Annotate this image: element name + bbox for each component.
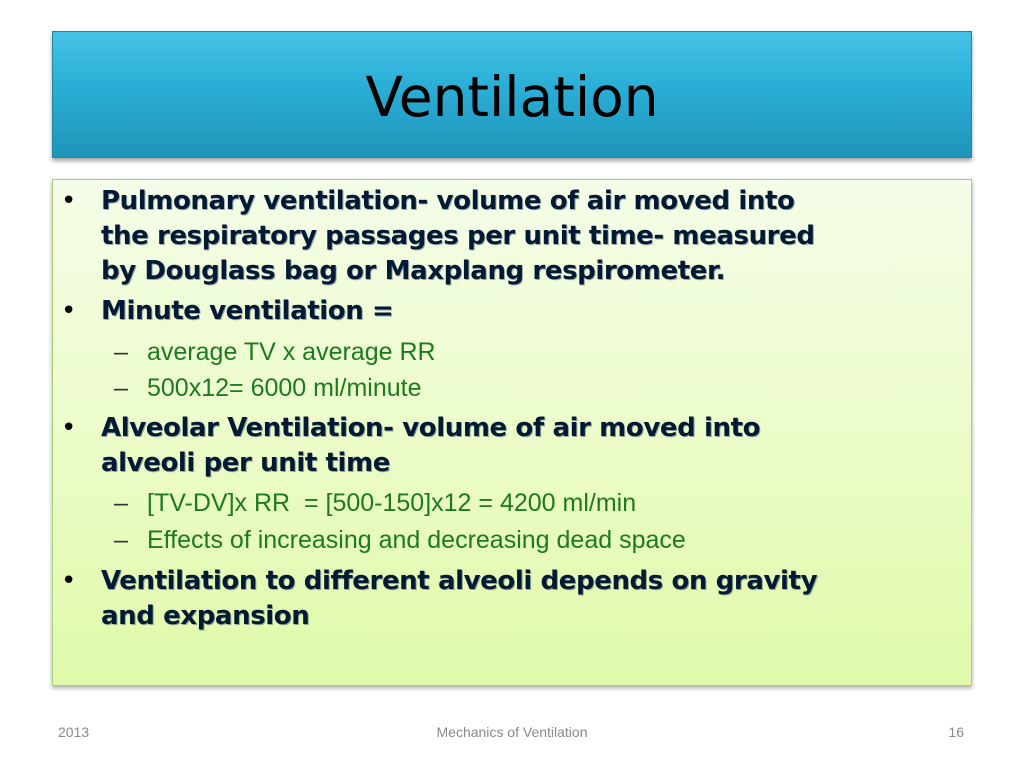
title-bar xyxy=(52,31,972,158)
footer-year: 2013 xyxy=(58,724,90,740)
dash-icon: – xyxy=(114,338,128,366)
bullet-item-pulmonary xyxy=(61,184,961,289)
sub-bullet-item xyxy=(114,337,947,367)
sub-bullet-item xyxy=(114,488,947,518)
sub-bullet-item xyxy=(114,373,947,403)
slide-title: Ventilation xyxy=(365,65,659,129)
bullet-dot-icon: • xyxy=(61,186,76,216)
bullet-item-gravity xyxy=(61,564,961,634)
bullet-text-line: Minute ventilation = xyxy=(101,296,394,326)
bullet-text-line: by Douglass bag or Maxplang respirometer. xyxy=(101,256,726,286)
bullet-text-line: Pulmonary ventilation- volume of air moved into xyxy=(101,186,795,216)
bullet-text-line: and expansion xyxy=(101,601,310,631)
sub-bullet-item xyxy=(114,525,947,555)
bullet-text-line: Ventilation to different alveoli depends on gravity xyxy=(101,566,818,596)
dash-icon: – xyxy=(114,489,128,517)
bullet-item-alveolar xyxy=(61,411,961,481)
sub-bullet-text: average TV x average RR xyxy=(147,338,436,366)
bullet-text-line: Alveolar Ventilation- volume of air moved into xyxy=(101,413,761,443)
bullet-item-minute xyxy=(61,294,961,329)
footer-page-number: 16 xyxy=(948,724,964,740)
content-box xyxy=(52,179,972,686)
bullet-dot-icon: • xyxy=(61,296,76,326)
sub-bullet-text: Effects of increasing and decreasing dead space xyxy=(147,526,686,554)
footer-title: Mechanics of Ventilation xyxy=(436,724,588,740)
sub-bullet-text: [TV-DV]x RR = [500-150]x12 = 4200 ml/min xyxy=(147,489,637,517)
sub-bullet-text: 500x12= 6000 ml/minute xyxy=(147,374,422,402)
dash-icon: – xyxy=(114,374,128,402)
bullet-text-line: the respiratory passages per unit time- measured xyxy=(101,221,815,251)
bullet-dot-icon: • xyxy=(61,413,76,443)
dash-icon: – xyxy=(114,526,128,554)
bullet-text-line: alveoli per unit time xyxy=(101,448,390,478)
bullet-dot-icon: • xyxy=(61,566,76,596)
